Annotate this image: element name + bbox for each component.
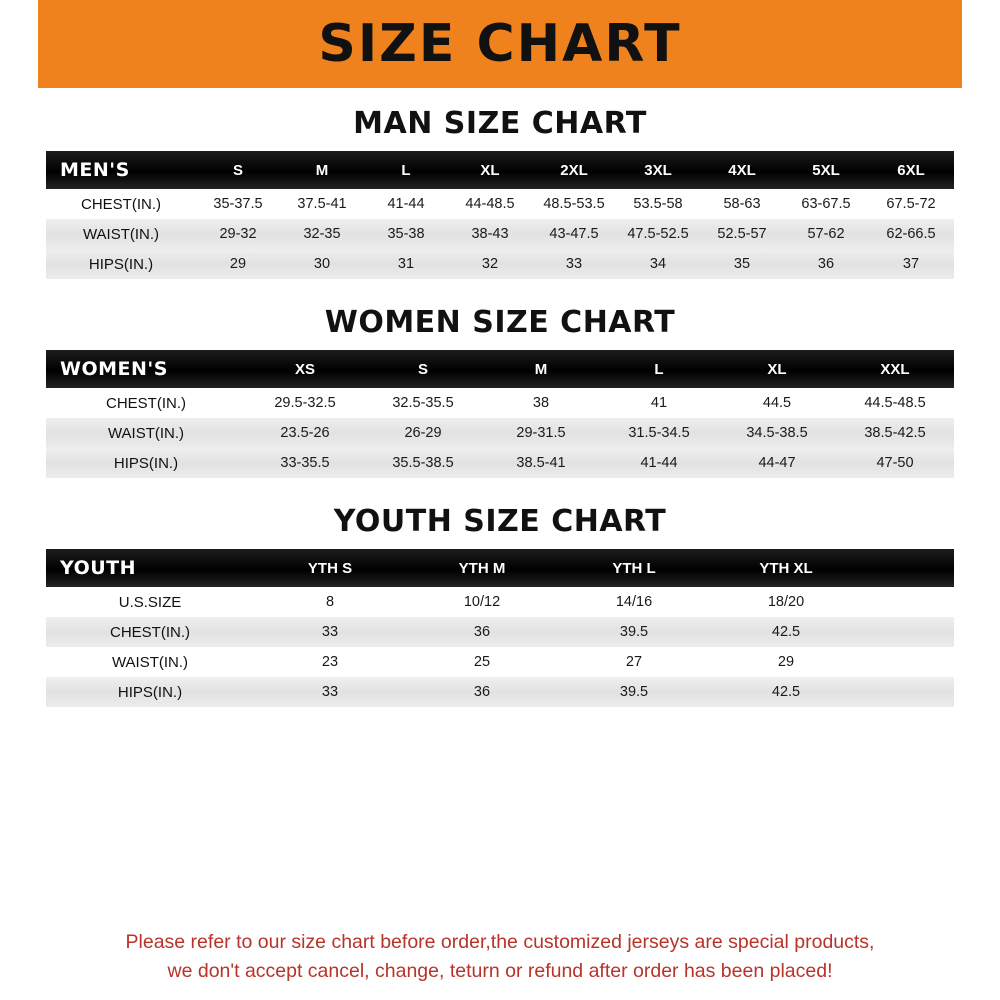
cell: 42.5 [710,677,862,707]
row-label: CHEST(IN.) [46,388,246,418]
cell-spacer [862,647,954,677]
cell: 29-32 [196,219,280,249]
row-label: HIPS(IN.) [46,249,196,279]
cell: 18/20 [710,587,862,617]
cell: 41-44 [364,189,448,219]
section-title-women: WOMEN SIZE CHART [324,305,676,340]
column-header: XL [718,350,836,388]
footer-note [0,928,1000,987]
cell: 31 [364,249,448,279]
row-label: HIPS(IN.) [46,677,254,707]
column-header: 6XL [868,151,954,189]
cell: 52.5-57 [700,219,784,249]
cell: 32-35 [280,219,364,249]
cell: 33 [254,617,406,647]
column-header: YTH L [558,549,710,587]
table-youth-sizes [46,549,954,707]
cell: 29 [710,647,862,677]
banner [0,0,1000,88]
table-women-sizes [46,350,954,478]
section-women [46,305,954,478]
cell: 8 [254,587,406,617]
column-header: 2XL [532,151,616,189]
cell: 29-31.5 [482,418,600,448]
cell: 39.5 [558,677,710,707]
cell: 53.5-58 [616,189,700,219]
column-header: S [364,350,482,388]
cell: 44-47 [718,448,836,478]
cell: 38.5-42.5 [836,418,954,448]
cell: 23.5-26 [246,418,364,448]
cell: 35-38 [364,219,448,249]
cell: 44.5-48.5 [836,388,954,418]
column-header: 5XL [784,151,868,189]
cell: 47.5-52.5 [616,219,700,249]
cell: 47-50 [836,448,954,478]
table-header-row [46,350,954,388]
section-title-youth: YOUTH SIZE CHART [333,504,667,539]
cell: 67.5-72 [868,189,954,219]
row-label: CHEST(IN.) [46,189,196,219]
cell-spacer [862,587,954,617]
banner-left-spacer [0,0,38,88]
section-title-man: MAN SIZE CHART [353,106,647,141]
column-header: M [482,350,600,388]
cell: 37.5-41 [280,189,364,219]
table-corner-label: MEN'S [46,151,196,189]
cell: 33 [254,677,406,707]
cell: 32 [448,249,532,279]
column-header: M [280,151,364,189]
cell: 38-43 [448,219,532,249]
column-header: XL [448,151,532,189]
column-header: L [600,350,718,388]
table-row [46,418,954,448]
table-row [46,388,954,418]
cell: 33 [532,249,616,279]
row-label: HIPS(IN.) [46,448,246,478]
cell: 34.5-38.5 [718,418,836,448]
table-row [46,677,954,707]
row-label: U.S.SIZE [46,587,254,617]
cell: 32.5-35.5 [364,388,482,418]
column-header: L [364,151,448,189]
footer-note-line-2: we don't accept cancel, change, teturn or refund after order has been placed! [167,959,833,982]
cell: 36 [406,677,558,707]
cell: 29 [196,249,280,279]
cell: 62-66.5 [868,219,954,249]
cell: 31.5-34.5 [600,418,718,448]
cell: 48.5-53.5 [532,189,616,219]
table-row [46,617,954,647]
column-header: YTH M [406,549,558,587]
table-header-row [46,151,954,189]
column-header-spacer [862,549,954,587]
cell: 29.5-32.5 [246,388,364,418]
cell: 35-37.5 [196,189,280,219]
cell: 25 [406,647,558,677]
table-row [46,219,954,249]
cell: 26-29 [364,418,482,448]
cell: 14/16 [558,587,710,617]
cell: 36 [406,617,558,647]
column-header: 4XL [700,151,784,189]
table-row [46,587,954,617]
cell: 36 [784,249,868,279]
cell-spacer [862,677,954,707]
section-man [46,106,954,279]
table-row [46,647,954,677]
cell: 38 [482,388,600,418]
cell: 30 [280,249,364,279]
cell: 41 [600,388,718,418]
row-label: CHEST(IN.) [46,617,254,647]
cell: 43-47.5 [532,219,616,249]
footer-note-line-1: Please refer to our size chart before order,the customized jerseys are special products, [125,930,875,953]
table-header-row [46,549,954,587]
column-header: S [196,151,280,189]
cell-spacer [862,617,954,647]
cell: 35 [700,249,784,279]
section-youth [46,504,954,707]
cell: 35.5-38.5 [364,448,482,478]
table-row [46,189,954,219]
column-header: YTH XL [710,549,862,587]
cell: 23 [254,647,406,677]
row-label: WAIST(IN.) [46,647,254,677]
cell: 42.5 [710,617,862,647]
banner-right-spacer [962,0,1000,88]
cell: 44.5 [718,388,836,418]
column-header: XS [246,350,364,388]
row-label: WAIST(IN.) [46,219,196,249]
column-header: XXL [836,350,954,388]
table-row [46,249,954,279]
cell: 37 [868,249,954,279]
cell: 57-62 [784,219,868,249]
cell: 44-48.5 [448,189,532,219]
cell: 34 [616,249,700,279]
row-label: WAIST(IN.) [46,418,246,448]
cell: 41-44 [600,448,718,478]
cell: 39.5 [558,617,710,647]
table-row [46,448,954,478]
cell: 27 [558,647,710,677]
cell: 10/12 [406,587,558,617]
page-title: SIZE CHART [318,14,682,74]
table-man-sizes [46,151,954,279]
column-header: YTH S [254,549,406,587]
cell: 38.5-41 [482,448,600,478]
cell: 58-63 [700,189,784,219]
cell: 33-35.5 [246,448,364,478]
table-corner-label: YOUTH [46,549,254,587]
cell: 63-67.5 [784,189,868,219]
table-corner-label: WOMEN'S [46,350,246,388]
column-header: 3XL [616,151,700,189]
